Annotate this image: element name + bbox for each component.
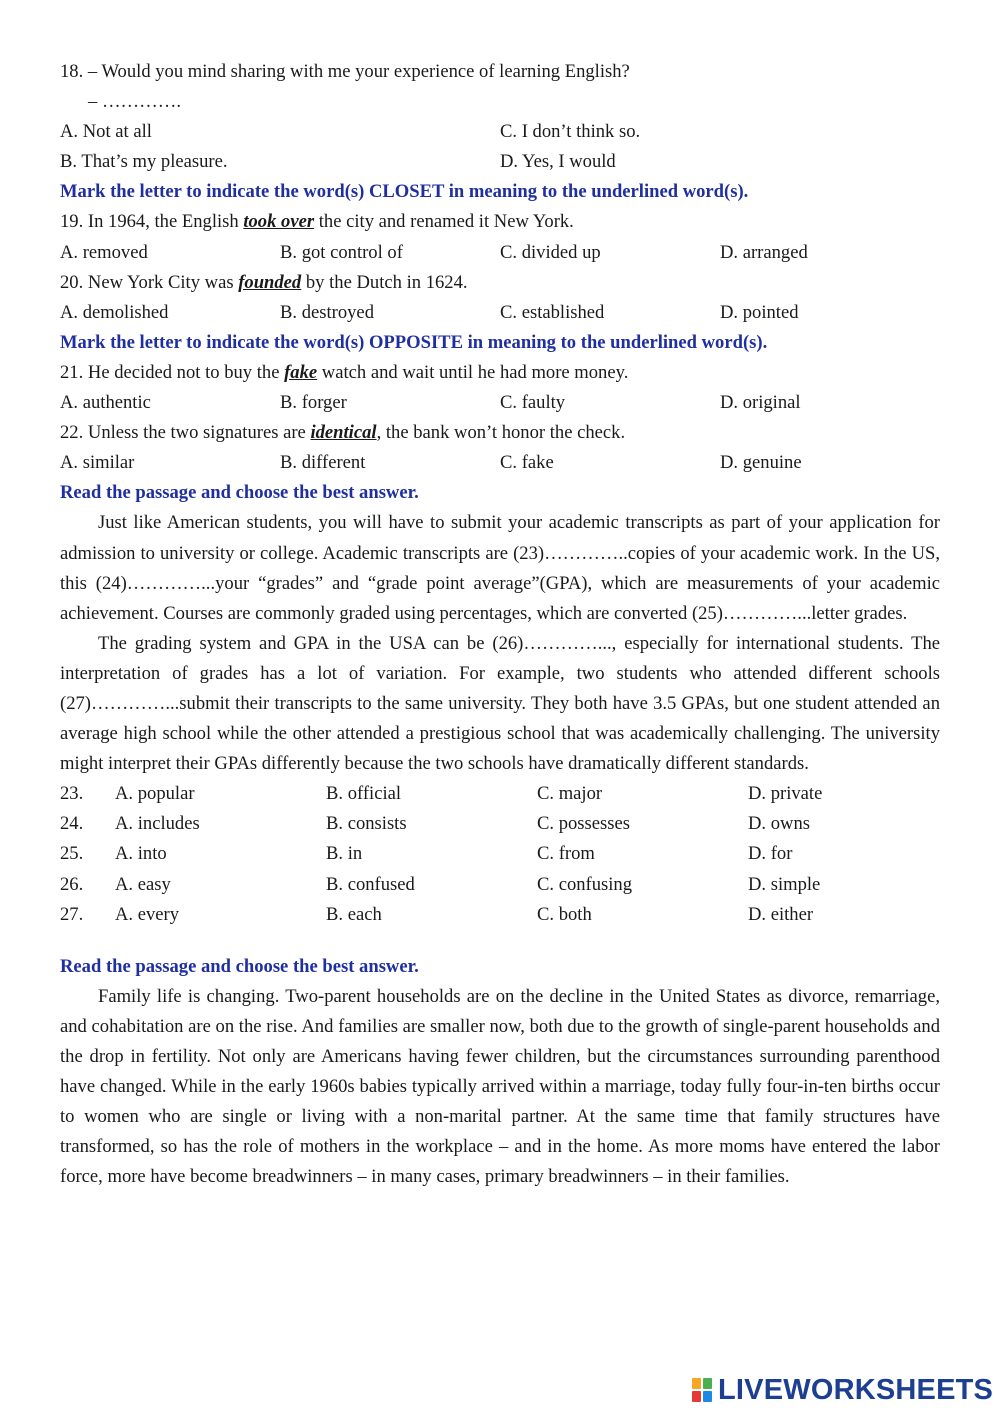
question-19-underlined: took over	[243, 211, 315, 233]
question-21-pre: 21. He decided not to buy the	[60, 361, 285, 383]
question-21-underlined: fake	[284, 361, 318, 383]
question-number: 26.	[60, 873, 84, 895]
question-27-option-a[interactable]: A. every	[115, 903, 180, 925]
question-24-option-a[interactable]: A. includes	[115, 813, 200, 835]
question-27-option-c[interactable]: C. both	[537, 903, 592, 925]
question-19-pre: 19. In 1964, the English	[60, 211, 244, 233]
section-heading-opposite: Mark the letter to indicate the word(s) OPPOSITE in meaning to the underlined word(s).	[60, 331, 768, 353]
question-20-option-b[interactable]: B. destroyed	[280, 301, 374, 323]
question-22-options	[60, 448, 940, 478]
question-22-post: , the bank won’t honor the check.	[376, 422, 626, 444]
question-18-option-a[interactable]: A. Not at all	[60, 121, 152, 143]
question-25-option-b[interactable]: B. in	[326, 843, 363, 865]
question-26-option-d[interactable]: D. simple	[748, 873, 821, 895]
liveworksheets-logo-text: LIVEWORKSHEETS	[718, 1373, 994, 1406]
question-number: 27.	[60, 903, 84, 925]
question-24-option-c[interactable]: C. possesses	[537, 813, 630, 835]
question-21-option-c[interactable]: C. faulty	[500, 392, 566, 414]
question-21-option-d[interactable]: D. original	[720, 392, 801, 414]
passage-2-paragraph-1	[60, 982, 940, 1193]
question-21-option-b[interactable]: B. forger	[280, 392, 347, 414]
question-23-row	[60, 779, 940, 809]
passage-1-paragraph-2	[60, 629, 940, 779]
question-23-option-a[interactable]: A. popular	[115, 783, 195, 805]
question-27-option-b[interactable]: B. each	[326, 903, 382, 925]
question-number: 24.	[60, 813, 84, 835]
passage-1-paragraph-2-text: The grading system and GPA in the USA can be (26)…………..., especially for international students. The interpretation of grades has a lot of variation. For example, two students who attended different schools (27)…………...submit their transcripts to the same university. They both have 3.5 GPAs, but one student attended an average high school while the other attended a prestigious school that was academically challenging. The university might interpret their GPAs differently because the two schools have dramatically different standards.	[60, 632, 940, 775]
liveworksheets-logo	[692, 1372, 993, 1408]
passage-1-paragraph-1-text: Just like American students, you will have to submit your academic transcripts as part of your application for admission to university or college. Academic transcripts are (23)…………..copies of your academic work. In the US, this (24)…………...your “grades” and “grade point average”(GPA), which are measurements of your academic achievement. Courses are commonly graded using percentages, which are converted (25)…………...letter grades.	[60, 512, 940, 624]
question-18-option-b[interactable]: B. That’s my pleasure.	[60, 151, 228, 173]
question-23-option-c[interactable]: C. major	[537, 783, 603, 805]
question-25-row	[60, 839, 940, 869]
question-22-option-c[interactable]: C. fake	[500, 452, 554, 474]
question-21-stem	[60, 358, 940, 388]
question-19-options	[60, 238, 940, 268]
question-18-stem: 18. – Would you mind sharing with me your experience of learning English?	[60, 61, 630, 82]
question-24-option-b[interactable]: B. consists	[326, 813, 407, 835]
question-22-underlined: identical	[310, 422, 377, 444]
question-21-post: watch and wait until he had more money.	[317, 361, 629, 383]
question-27-option-d[interactable]: D. either	[748, 903, 814, 925]
question-20-options	[60, 298, 940, 328]
question-27-row	[60, 900, 940, 930]
question-25-option-a[interactable]: A. into	[115, 843, 167, 865]
question-21-option-a[interactable]: A. authentic	[60, 392, 151, 414]
worksheet-content	[60, 57, 940, 1192]
question-20-post: by the Dutch in 1624.	[301, 271, 468, 293]
question-26-option-c[interactable]: C. confusing	[537, 873, 633, 895]
question-22-option-a[interactable]: A. similar	[60, 452, 135, 474]
passage-1-paragraph-1	[60, 508, 940, 628]
question-20-option-a[interactable]: A. demolished	[60, 301, 169, 323]
question-26-option-b[interactable]: B. confused	[326, 873, 415, 895]
question-19-post: the city and renamed it New York.	[314, 211, 574, 233]
question-19-option-a[interactable]: A. removed	[60, 241, 148, 263]
question-20-pre: 20. New York City was	[60, 271, 239, 293]
liveworksheets-logo-icon	[692, 1376, 714, 1404]
question-25-option-d[interactable]: D. for	[748, 843, 793, 865]
question-18-option-d[interactable]: D. Yes, I would	[500, 151, 616, 173]
question-24-row	[60, 809, 940, 839]
question-23-option-d[interactable]: D. private	[748, 783, 823, 805]
question-25-option-c[interactable]: C. from	[537, 843, 595, 865]
question-number: 25.	[60, 843, 84, 865]
question-18-option-c[interactable]: C. I don’t think so.	[500, 121, 641, 143]
question-19-option-b[interactable]: B. got control of	[280, 241, 403, 263]
question-26-row	[60, 870, 940, 900]
question-26-option-a[interactable]: A. easy	[115, 873, 171, 895]
question-20-option-d[interactable]: D. pointed	[720, 301, 799, 323]
question-22-stem	[60, 418, 940, 448]
question-22-option-d[interactable]: D. genuine	[720, 452, 802, 474]
question-20-option-c[interactable]: C. established	[500, 301, 605, 323]
question-21-options	[60, 388, 940, 418]
section-heading-passage-1: Read the passage and choose the best answer.	[60, 482, 419, 504]
question-18-options-row2	[60, 147, 940, 177]
question-19-option-d[interactable]: D. arranged	[720, 241, 808, 263]
question-20-underlined: founded	[238, 271, 302, 293]
passage-2-paragraph-1-text: Family life is changing. Two-parent households are on the decline in the United States as divorce, remarriage, and cohabitation are on the rise. And families are smaller now, both due to the growth of single-parent households and the drop in fertility. Not only are Americans having fewer children, but the circumstances surrounding parenthood have changed. While in the early 1960s babies typically arrived within a marriage, today fully four-in-ten births occur to women who are single or living with a non-marital partner. At the same time that family structures have transformed, so has the role of mothers in the workplace – and in the home. As more moms have entered the labor force, more have become breadwinners – in many cases, primary breadwinners – in their families.	[60, 985, 940, 1188]
question-19-stem	[60, 207, 940, 237]
question-19-option-c[interactable]: C. divided up	[500, 241, 601, 263]
question-22-pre: 22. Unless the two signatures are	[60, 422, 311, 444]
section-spacer	[60, 930, 940, 952]
section-heading-passage-2: Read the passage and choose the best answer.	[60, 955, 419, 977]
question-22-option-b[interactable]: B. different	[280, 452, 366, 474]
question-23-option-b[interactable]: B. official	[326, 783, 402, 805]
question-number: 23.	[60, 783, 84, 805]
question-18-reply: – ………….	[88, 91, 181, 113]
question-20-stem	[60, 268, 940, 298]
question-24-option-d[interactable]: D. owns	[748, 813, 810, 835]
section-heading-closest: Mark the letter to indicate the word(s) CLOSET in meaning to the underlined word(s).	[60, 181, 749, 203]
question-18-options-row1	[60, 117, 940, 147]
